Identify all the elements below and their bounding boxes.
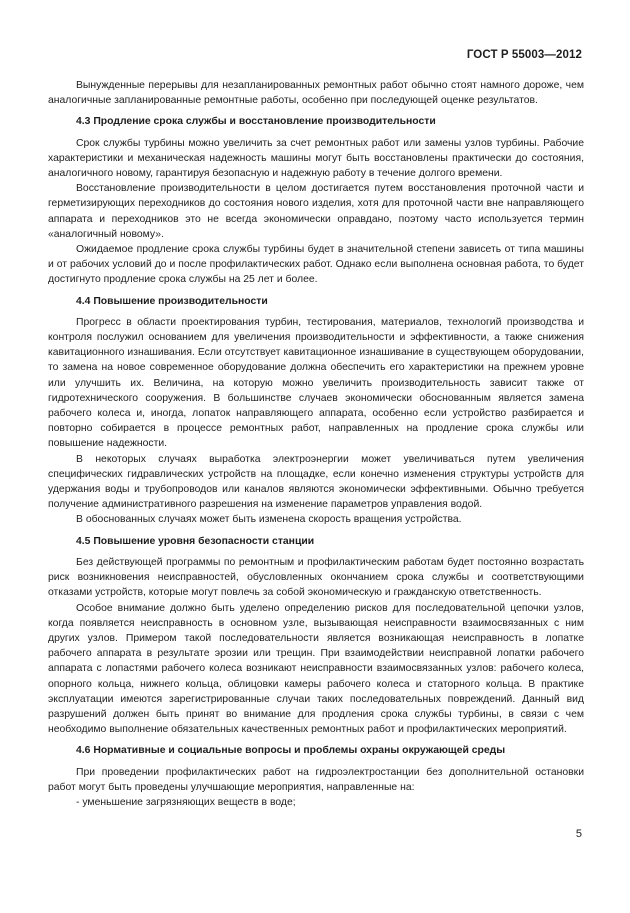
section-heading-4-5: 4.5 Повышение уровня безопасности станции — [76, 535, 315, 547]
document-body — [48, 78, 584, 810]
paragraph-4-4-1: Прогресс в области проектирования турбин, тестирования, материалов, технологий производства и контроля послужил основанием для увеличения производительности и эффективности, а также снижения кавитационного изнашивания. Если отсутствует кавитационное изнашивание в существующем оборудовании, то замена на новое современное оборудование должна обеспечить его характеристики на прежнем уровне или улучшить их. Величина, на которую можно увеличить производительность зависит также от гидротехнического сооружения. В большинстве случаев экономически обоснованным является замена рабочего колеса и, иногда, лопаток направляющего аппарата, особенно если устройство разбирается и повторно собирается в процессе ремонтных работ, направленных на продление срока службы или повышение надежности. — [48, 316, 584, 450]
paragraph-4-4-2: В некоторых случаях выработка электроэнергии может увеличиваться путем увеличения специфических гидравлических устройств на площадке, если конечно изменения структуры устройств для удержания воды и трубопроводов или каналов являются экономически эффективными. Обычно требуется получение административного разрешения на изменение параметров управления водой. — [48, 453, 584, 511]
paragraph-4-5-1: Без действующей программы по ремонтным и профилактическим работам будет постоянно возрастать риск возникновения неисправностей, обусловленных окончанием срока службы и соответствующими отказами устройств, которые могут повлечь за собой экономическую и гражданскую ответственность. — [48, 556, 584, 599]
paragraph-4-3-3: Ожидаемое продление срока службы турбины будет в значительной степени зависеть от типа машины и от рабочих условий до и после профилактических работ. Однако если выполнена основная работа, то будет достигнуто продление срока службы на 25 лет и более. — [48, 244, 584, 286]
list-item-pollutants: - уменьшение загрязняющих веществ в воде; — [76, 796, 296, 808]
document-id-header: ГОСТ Р 55003—2012 — [466, 49, 582, 61]
paragraph-4-3-2: Восстановление производительности в целом достигается путем восстановления проточной части и герметизирующих переходников до состояния нового изделия, хотя для проточной части вне направляющего аппарата и переходников это не всегда экономически оправдано, поэтому часто используется термин «аналогичный новому». — [48, 183, 584, 240]
paragraph-4-4-3: В обоснованных случаях может быть изменена скорость вращения устройства. — [76, 514, 462, 526]
section-heading-4-4: 4.4 Повышение производительности — [76, 295, 268, 307]
paragraph-4-3-1: Срок службы турбины можно увеличить за счет ремонтных работ или замены узлов турбины. Рабочие характеристики и механическая надежность машины могут быть восстановлены практически до состояния, аналогичного новому, гарантируя безопасную и надежную работу в течение долгого времени. — [48, 137, 584, 180]
section-heading-4-6: 4.6 Нормативные и социальные вопросы и проблемы охраны окружающей среды — [76, 745, 506, 757]
section-heading-4-3: 4.3 Продление срока службы и восстановление производительности — [76, 116, 436, 128]
paragraph-intro: Вынужденные перерывы для незапланированных ремонтных работ обычно стоят намного дороже, чем аналогичные запланированные ремонтные работы, особенно при последующей оценке результатов. — [48, 80, 584, 107]
page-number: 5 — [575, 828, 582, 840]
paragraph-4-5-2: Особое внимание должно быть уделено определению рисков для последовательной цепочки узлов, когда появляется неисправность в основном узле, вызывающая неисправности взаимосвязанных с ним других узлов. Примером такой последовательности является возникающая неисправность в лопатке рабочего аппарата в результате эрозии или трещин. При взаимодействии неисправной лопатки рабочего аппарата с лопастями рабочего колеса возникают неисправности взаимосвязанных узлов: рабочего колеса, опорного кольца, нижнего кольца, облицовки камеры рабочего колеса и статорного кольца. В практике эксплуатации имеются зарегистрированные случаи таких последовательных повреждений. Данный вид разрушений должен быть принят во внимание для продления срока службы турбины, в связи с чем необходимо выполнение обязательных качественных ремонтных работ и профилактических мероприятий. — [48, 602, 584, 736]
paragraph-4-6-1: При проведении профилактических работ на гидроэлектростанции без дополнительной остановки работ могут быть проведены улучшающие мероприятия, направленные на: — [48, 766, 584, 793]
